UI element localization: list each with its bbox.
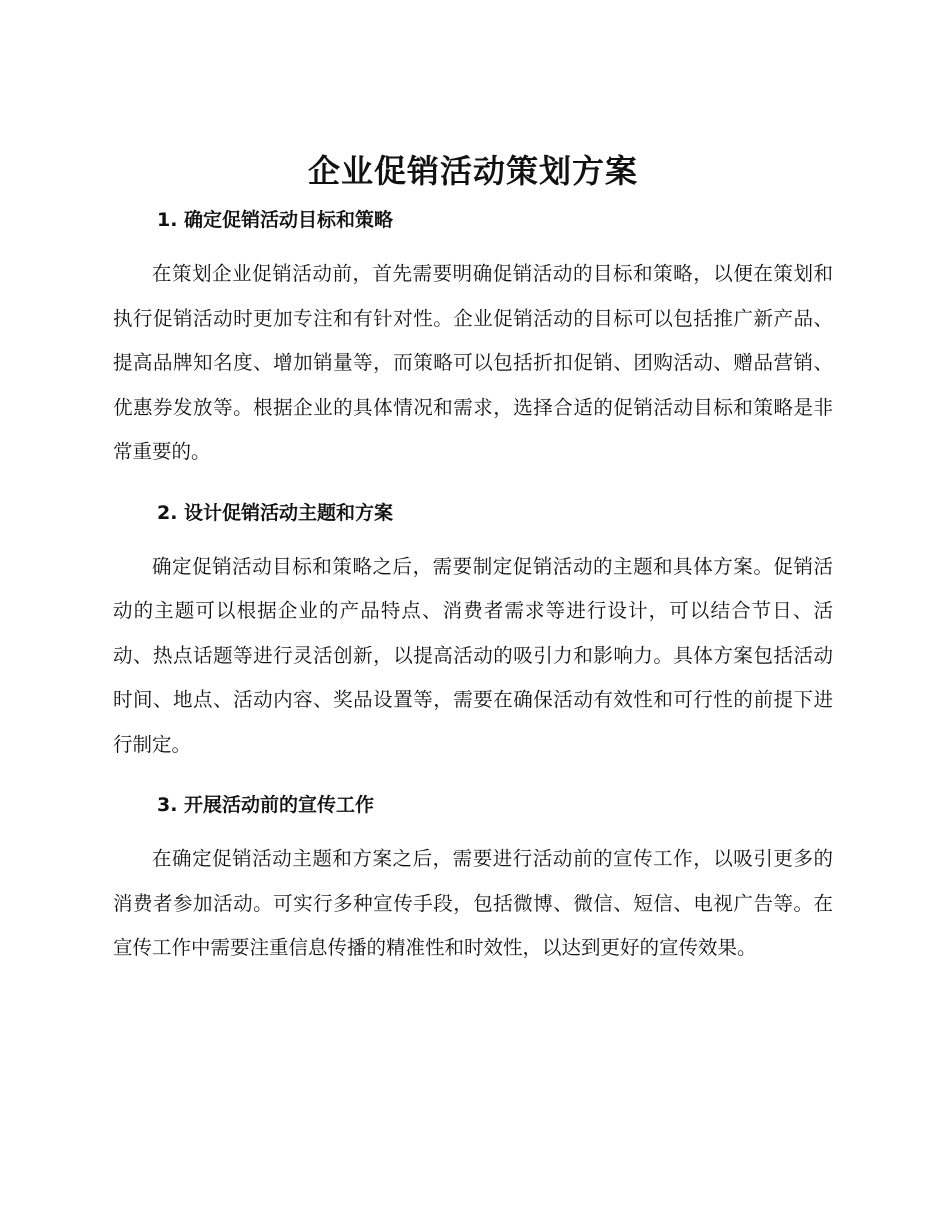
section-heading: 1. 确定促销活动目标和策略 [157, 209, 394, 231]
section-pre-event-promotion [113, 791, 833, 971]
section-paragraph: 在策划企业促销活动前，首先需要明确促销活动的目标和策略，以便在策划和执行促销活动时更加专注和有针对性。企业促销活动的目标可以包括推广新产品、提高品牌知名度、增加销量等，而策略可以包括折扣促销、团购活动、赠品营销、优惠券发放等。根据企业的具体情况和需求，选择合适的促销活动目标和策略是非常重要的。 [113, 262, 833, 463]
section-paragraph: 确定促销活动目标和策略之后，需要制定促销活动的主题和具体方案。促销活动的主题可以根据企业的产品特点、消费者需求等进行设计，可以结合节日、活动、热点话题等进行灵活创新，以提高活动的吸引力和影响力。具体方案包括活动时间、地点、活动内容、奖品设置等，需要在确保活动有效性和可行性的前提下进行制定。 [113, 554, 833, 756]
section-heading: 2. 设计促销活动主题和方案 [157, 501, 394, 524]
section-heading: 3. 开展活动前的宣传工作 [157, 794, 375, 816]
section-goals-strategy [113, 206, 833, 475]
section-paragraph: 在确定促销活动主题和方案之后，需要进行活动前的宣传工作，以吸引更多的消费者参加活动。可实行多种宣传手段，包括微博、微信、短信、电视广告等。在宣传工作中需要注重信息传播的精准性和时效性，以达到更好的宣传效果。 [113, 847, 833, 959]
section-theme-plan [113, 499, 833, 768]
document-title: 企业促销活动策划方案 [307, 152, 638, 190]
document-page [113, 148, 833, 995]
